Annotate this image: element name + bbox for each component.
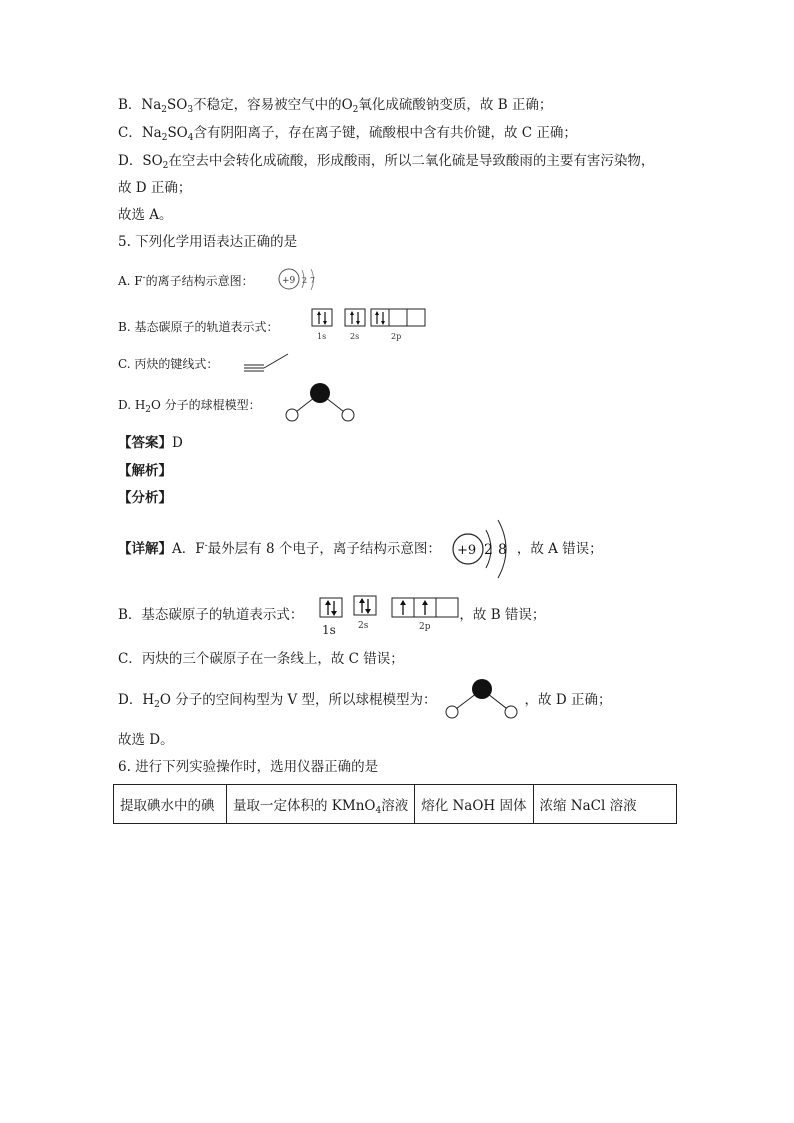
table-cell: 量取一定体积的 KMnO$_4$溶液 xyxy=(227,785,415,824)
fluoride-ion-diagram-large xyxy=(448,516,524,582)
arrowhead xyxy=(422,600,428,605)
orbital-2p-box-3 xyxy=(436,598,458,617)
arrowhead xyxy=(325,600,331,605)
propyne-skeletal-formula xyxy=(242,350,290,372)
option-c-explanation: C．$Na_2SO_4$含有阴阳离子，存在离子键，硫酸根中含有共价键，故 C 正确； xyxy=(118,125,577,143)
option-d-explanation-cont: 故 D 正确； xyxy=(118,180,192,196)
arrowhead xyxy=(381,321,385,325)
arrowhead xyxy=(323,321,327,325)
carbon-orbital-diagram-small xyxy=(311,307,429,343)
orbital-2p-box-3 xyxy=(407,309,425,326)
water-ball-stick-model-small xyxy=(282,380,360,424)
detail-b: B．基态碳原子的轨道表示式： ，故 B 错误； xyxy=(118,607,546,623)
table-cell: 浓缩 NaCl 溶液 xyxy=(533,785,677,824)
shell-2-count: 8 xyxy=(498,542,507,558)
choose-a: 故选 A。 xyxy=(118,207,173,223)
oxygen-atom xyxy=(472,679,492,699)
hydrogen-atom xyxy=(505,706,517,718)
detail-d: D．$H_2O$ 分子的空间构型为 V 型，所以球棍模型为： ，故 D 正确； xyxy=(118,692,612,710)
arrowhead xyxy=(365,609,371,614)
q5-option-d: D. $H_2O$ 分子的球棍模型： xyxy=(118,398,261,415)
table-row xyxy=(114,785,677,824)
fluoride-ion-diagram-small xyxy=(276,266,326,294)
orbital-2p-box-2 xyxy=(389,309,407,326)
label-2s: 2s xyxy=(350,332,360,341)
detail-a: 【详解】A．F-最外层有 8 个电子，离子结构示意图： ，故 A 错误； xyxy=(118,541,603,557)
arrowhead xyxy=(317,311,321,315)
shell-2-count: 7 xyxy=(310,276,316,285)
q5-option-c: C. 丙炔的键线式： xyxy=(118,357,219,371)
q5-option-b: B. 基态碳原子的轨道表示式： xyxy=(118,320,279,334)
hydrogen-atom xyxy=(342,409,354,421)
arrowhead xyxy=(400,600,406,605)
choose-d: 故选 D。 xyxy=(118,732,174,748)
hydrogen-atom xyxy=(286,409,298,421)
label-2p: 2p xyxy=(419,622,431,632)
water-ball-stick-model-large xyxy=(440,676,524,722)
carbon-orbital-diagram-large xyxy=(318,595,464,637)
oxygen-atom xyxy=(310,383,330,403)
arrowhead xyxy=(356,321,360,325)
fenxi-heading: 【分析】 xyxy=(118,490,172,506)
label-2p: 2p xyxy=(391,332,402,341)
orbital-2s-box xyxy=(354,596,376,615)
shell-1-count: 2 xyxy=(484,542,493,558)
q5-option-a: A. F-的离子结构示意图： xyxy=(118,273,254,288)
option-b-explanation: B．$Na_2SO_3$不稳定，容易被空气中的$O_2$氧化成硫酸钠变质，故 B 正确； xyxy=(118,97,553,115)
arrowhead xyxy=(350,311,354,315)
option-d-explanation: D．$SO_2$在空去中会转化成硫酸，形成酸雨，所以二氧化硫是导致酸雨的主要有害污染物， xyxy=(118,153,655,171)
answer-line: 【答案】D xyxy=(118,435,183,451)
label-1s: 1s xyxy=(322,623,336,637)
arrowhead xyxy=(331,611,337,616)
single-bond-line xyxy=(264,354,288,368)
analysis-heading: 【解析】 xyxy=(118,463,172,479)
table-cell: 提取碘水中的碘 xyxy=(114,785,227,824)
table-cell: 熔化 NaOH 固体 xyxy=(415,785,533,824)
nucleus-charge: +9 xyxy=(457,543,477,558)
question-6-title: 6. 进行下列实验操作时，选用仪器正确的是 xyxy=(118,759,379,775)
label-2s: 2s xyxy=(358,621,369,631)
nucleus-charge: +9 xyxy=(282,276,296,286)
orbital-1s-box xyxy=(320,598,342,617)
q6-options-table xyxy=(113,784,677,824)
detail-c: C．丙炔的三个碳原子在一条线上，故 C 错误； xyxy=(118,651,404,667)
hydrogen-atom xyxy=(446,706,458,718)
orbital-2p-box-1 xyxy=(371,309,389,326)
label-1s: 1s xyxy=(317,332,327,341)
orbital-2s-box xyxy=(345,309,365,326)
arrowhead xyxy=(375,311,379,315)
question-5-title: 5. 下列化学用语表达正确的是 xyxy=(118,234,298,250)
orbital-1s-box xyxy=(312,309,332,326)
arrowhead xyxy=(359,598,365,603)
shell-1-count: 2 xyxy=(302,276,308,285)
